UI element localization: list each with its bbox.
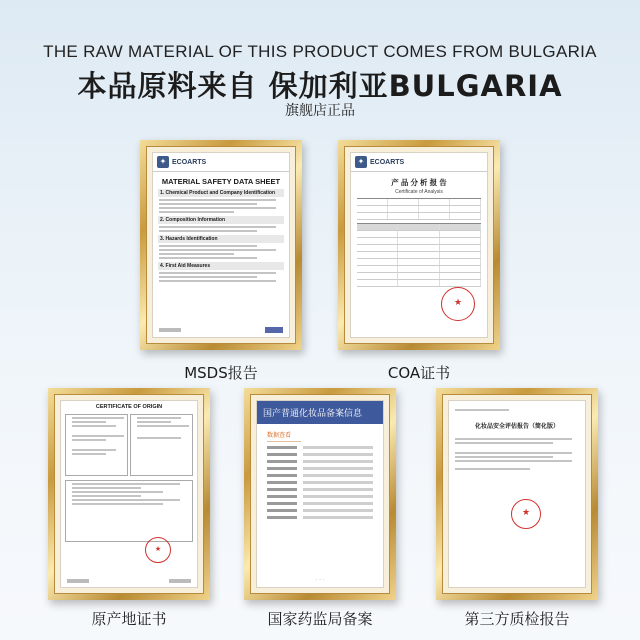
coa-info-table (357, 198, 481, 220)
nmpa-document: 国产普通化妆品备案信息 数据查看 · · · (256, 400, 384, 588)
origin-certificate-frame (48, 388, 210, 600)
msds-doc-title: MATERIAL SAFETY DATA SHEET (161, 177, 281, 186)
coa-doc-subtitle: Certificate of Analysis (395, 189, 443, 195)
coa-brand: ECOARTS (370, 158, 405, 166)
coa-caption: COA证书 (387, 364, 451, 382)
thirdparty-red-seal-icon: ★ (511, 499, 541, 529)
nmpa-data-tab: 数据查看 (267, 430, 301, 442)
coa-document (350, 152, 488, 338)
header-subtitle: 旗舰店正品 (285, 103, 355, 119)
ecoarts-logo-icon: ✦ (157, 156, 169, 168)
origin-red-seal-icon: ★ (145, 537, 171, 563)
msds-caption: MSDS报告 (184, 364, 258, 382)
ecoarts-logo-icon: ✦ (355, 156, 367, 168)
msds-certificate-frame (140, 140, 302, 350)
header-title-en: THE RAW MATERIAL OF THIS PRODUCT COMES FROM BULGARIA (43, 42, 597, 61)
coa-certificate-frame (338, 140, 500, 350)
coa-result-table (357, 223, 481, 287)
thirdparty-certificate-frame (436, 388, 598, 600)
thirdparty-caption: 第三方质检报告 (464, 610, 570, 628)
coa-doc-title: 产 品 分 析 报 告 (391, 178, 447, 187)
thirdparty-document (448, 400, 586, 588)
coa-red-seal-icon: ★ (441, 287, 475, 321)
msds-section-4: 4. First Aid Measures (158, 262, 284, 270)
nmpa-doc-title: 国产普通化妆品备案信息 (257, 401, 383, 424)
nmpa-certificate-frame (244, 388, 396, 600)
msds-brand: ECOARTS (172, 158, 207, 166)
header-title-cn: 本品原料来自 保加利亚BULGARIA (77, 69, 563, 103)
msds-section-1: 1. Chemical Product and Company Identification (158, 189, 284, 197)
nmpa-caption: 国家药监局备案 (267, 610, 373, 628)
msds-section-2: 2. Composition Information (158, 216, 284, 224)
thirdparty-doc-title: 化妆品安全评估报告（简化版） (474, 423, 559, 430)
msds-document (152, 152, 290, 338)
origin-doc-title: CERTIFICATE OF ORIGIN (95, 404, 163, 410)
origin-caption: 原产地证书 (91, 610, 167, 628)
origin-document (60, 400, 198, 588)
msds-section-3: 3. Hazards Identification (158, 235, 284, 243)
